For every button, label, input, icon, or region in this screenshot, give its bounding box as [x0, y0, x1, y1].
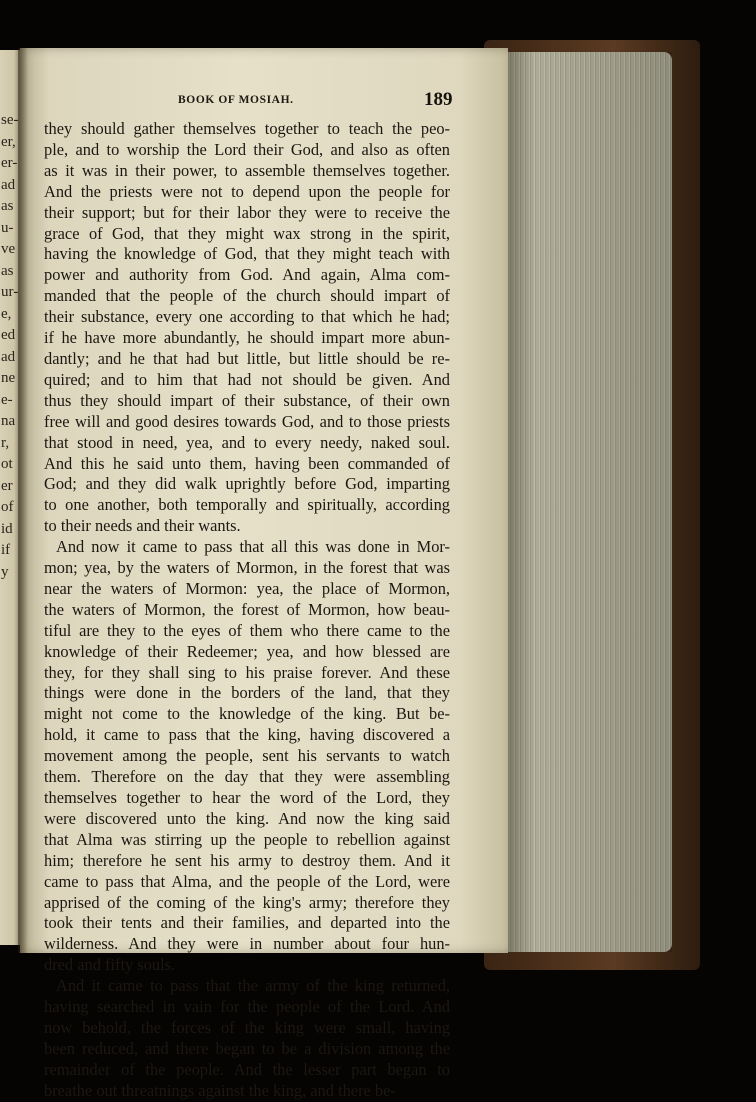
text-line: him; therefore he sent his army to destroy them. And it	[44, 850, 450, 870]
text-line: might not come to the knowledge of the king. But be-	[44, 704, 450, 724]
text-line: quired; and to him that had not should be given. And	[44, 369, 450, 389]
text-line: were discovered unto the king. And now the king said	[44, 808, 450, 828]
text-line: ple, and to worship the Lord their God, and also as often	[44, 139, 450, 159]
text-line: to one another, both temporally and spiritually, according	[44, 495, 450, 515]
text-line: breathe out threatnings against the king, and there be-	[44, 1080, 396, 1100]
page-number: 189	[424, 89, 453, 110]
text-line: God; and they did walk uprightly before God, imparting	[44, 474, 450, 494]
text-line: dantly; and he that had but little, but little should be re-	[44, 348, 450, 368]
text-line: And now it came to pass that all this was done in Mor-	[56, 537, 450, 557]
text-line: knowledge of their Redeemer; yea, and how blessed are	[44, 641, 450, 661]
text-line: grace of God, that they might wax strong in the spirit,	[44, 223, 450, 243]
text-line: hold, it came to pass that the king, having discovered a	[44, 725, 450, 745]
text-line: they should gather themselves together to teach the peo-	[44, 119, 450, 138]
text-line: things were done in the borders of the land, that they	[44, 683, 450, 703]
text-line: thus they should impart of their substance, of their own	[44, 390, 450, 410]
text-line: free will and good desires towards God, and to those priests	[44, 411, 450, 431]
text-line: if he have more abundantly, he should impart more abun-	[44, 328, 450, 348]
text-line: came to pass that Alma, and the people of the Lord, were	[44, 871, 450, 891]
left-page-edge	[0, 50, 20, 945]
text-line: their substance, every one according to that which he had;	[44, 307, 450, 327]
page-header	[20, 89, 476, 111]
text-line: movement among the people, sent his servants to watch	[44, 746, 450, 766]
text-line: wilderness. And they were in number about four hun-	[44, 934, 450, 954]
text-line: power and authority from God. And again, Alma com-	[44, 265, 450, 285]
gutter-shadow	[18, 48, 28, 953]
text-line: that Alma was stirring up the people to rebellion against	[44, 829, 450, 849]
page-fore-edge	[500, 52, 672, 952]
text-line: now behold, the forces of the king were small, having	[44, 1017, 450, 1037]
page-body-text	[44, 119, 450, 1102]
text-line: they, for they shall sing to his praise forever. And these	[44, 662, 450, 682]
left-page-fragment: se- er, er- ad as u- ve as ur- e, ed ad ne e- na r, ot er of id if y	[1, 112, 19, 580]
text-line: having the knowledge of God, that they might teach with	[44, 244, 450, 264]
text-line: to their needs and their wants.	[44, 516, 241, 536]
text-line: took their tents and their families, and departed into the	[44, 913, 450, 933]
text-line: as it was in their power, to assemble themselves together.	[44, 160, 450, 180]
text-line: tiful are they to the eyes of them who there came to the	[44, 620, 450, 640]
text-line: And it came to pass that the army of the king returned,	[56, 976, 450, 996]
text-line: been reduced, and there began to be a division among the	[44, 1038, 450, 1058]
text-line: them. Therefore on the day that they were assembling	[44, 767, 450, 787]
text-line: mon; yea, by the waters of Mormon, in the forest that was	[44, 558, 450, 578]
text-line: themselves together to hear the word of the Lord, they	[44, 788, 450, 807]
text-line: dred and fifty souls.	[44, 955, 176, 975]
book-page	[20, 48, 508, 1100]
text-line: And this he said unto them, having been commanded of	[44, 453, 450, 473]
text-line: that stood in need, yea, and to every needy, naked soul.	[44, 432, 450, 452]
text-line: their support; but for their labor they were to receive the	[44, 202, 450, 222]
text-line: apprised of the coming of the king's army; therefore they	[44, 892, 450, 912]
text-line: And the priests were not to depend upon the people for	[44, 181, 450, 201]
text-line: manded that the people of the church should impart of	[44, 286, 450, 306]
text-line: having searched in vain for the people of the Lord. And	[44, 997, 450, 1017]
running-head: BOOK OF MOSIAH.	[178, 94, 294, 106]
text-line: near the waters of Mormon: yea, the place of Mormon,	[44, 578, 450, 598]
text-line: the waters of Mormon, the forest of Mormon, how beau-	[44, 599, 450, 619]
text-line: remainder of the people. And the lesser part began to	[44, 1059, 450, 1079]
